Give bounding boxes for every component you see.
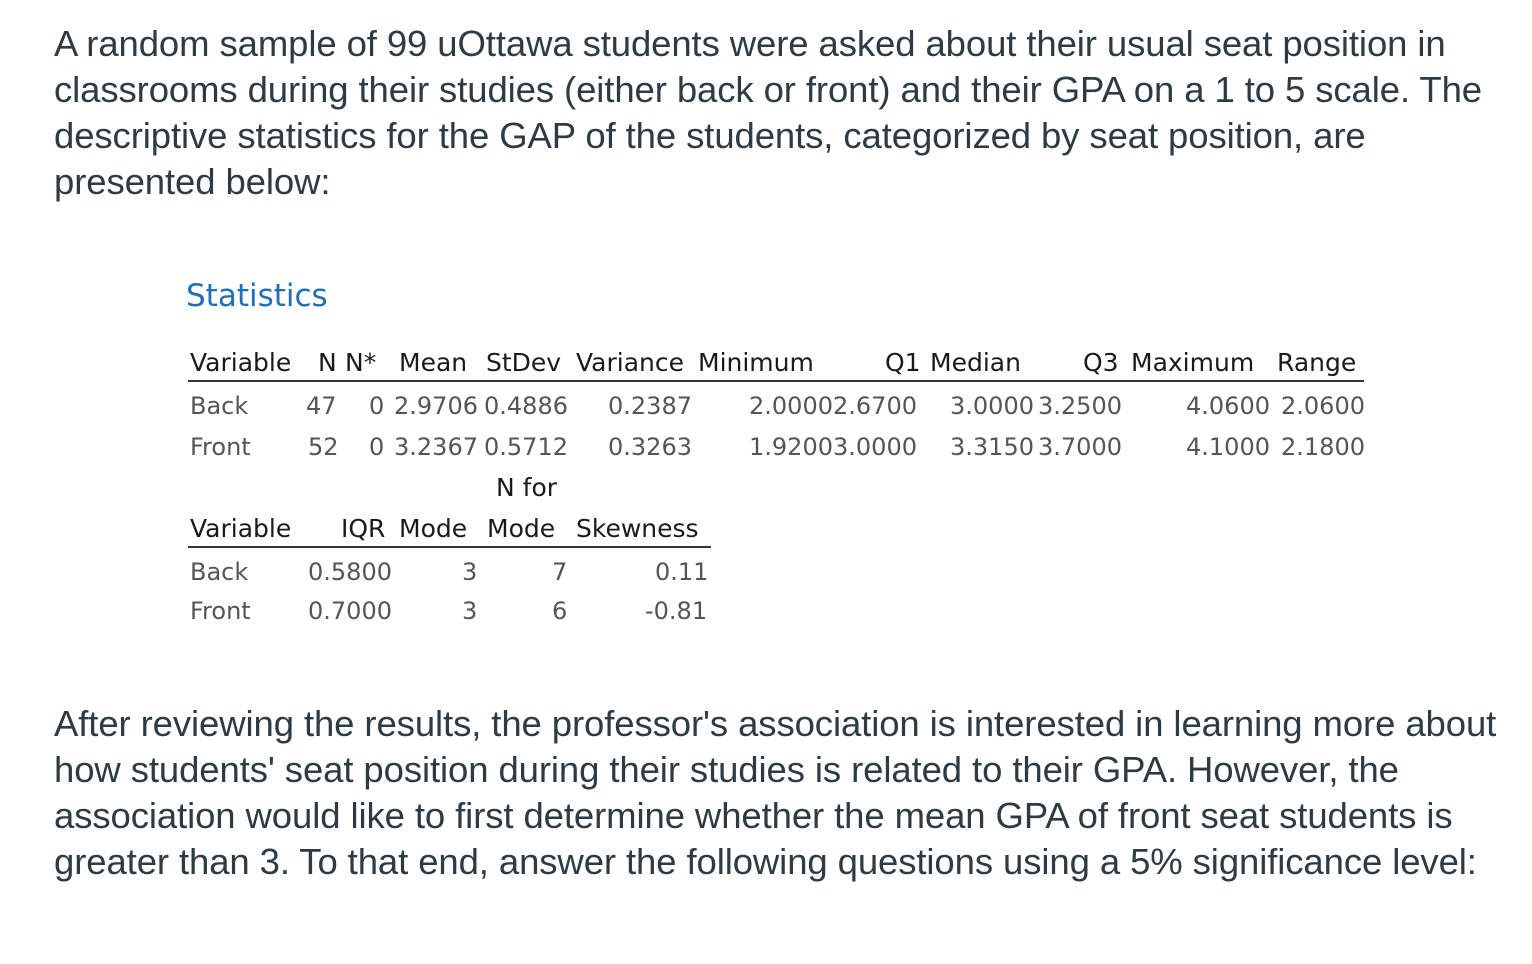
col-header-n-for: N for [496,473,558,502]
col-header-variable: Variable [190,514,292,543]
table-cell: 0.2387 [608,392,692,420]
table-cell: 0 [369,433,385,461]
intro-paragraph: A random sample of 99 uOttawa students were asked about their usual seat position in classrooms during their studies (either back or front) and their GPA on a 1 to 5 scale. The descriptive statistics for the GAP of the students, categorized by seat position, are presented below: [54,23,1482,202]
table-cell: 47 [306,392,337,420]
table-cell: 3.2367 [394,433,478,461]
outro-paragraph: After reviewing the results, the professor's association is interested in learning more about how students' seat position during their studies is related to their GPA. However, the association would like to first determine whether the mean GPA of front seat students is greater than 3. To that end, answer the following questions using a 5% significance level: [54,703,1497,882]
table-cell: 0.5712 [484,433,568,461]
table-cell: 0.5800 [308,558,392,586]
col-header-variance: Variance [576,348,684,377]
table-cell: Back [190,558,249,586]
col-header-q1: Q1 [885,348,921,377]
table-cell: 0.11 [655,558,709,586]
table-cell: 2.1800 [1281,433,1365,461]
table-cell: 3.2500 [1038,392,1122,420]
table-cell: 3.3150 [950,433,1034,461]
table-cell: 3 [462,558,478,586]
table-cell: Front [190,433,251,461]
col-header-minimum: Minimum [698,348,814,377]
table-cell: 3.0000 [833,433,917,461]
table-cell: 2.0000 [749,392,833,420]
col-header-n: N [318,348,337,377]
table-cell: 4.1000 [1186,433,1270,461]
col-header-stdev: StDev [486,348,562,377]
table-cell: Front [190,597,251,625]
header-rule [188,380,1364,382]
table-cell: 6 [552,597,568,625]
table-cell: 3.0000 [950,392,1034,420]
table-cell: 0.3263 [608,433,692,461]
table-cell: 4.0600 [1186,392,1270,420]
col-header-mean: Mean [399,348,468,377]
table-cell: 0.7000 [308,597,392,625]
table-cell: Back [190,392,249,420]
col-header-maximum: Maximum [1131,348,1255,377]
statistics-title: Statistics [186,278,328,314]
col-header-iqr: IQR [341,514,386,543]
col-header-mode: Mode [399,514,468,543]
col-header-skewness: Skewness [576,514,699,543]
table-cell: 2.6700 [833,392,917,420]
col-header-n-star: N* [345,348,377,377]
table-cell: 0 [369,392,385,420]
header-rule [188,546,711,548]
col-header-range: Range [1277,348,1357,377]
table-cell: 3.7000 [1038,433,1122,461]
col-header-variable: Variable [190,348,292,377]
table-cell: 3 [462,597,478,625]
table-cell: 7 [552,558,568,586]
table-cell: -0.81 [645,597,708,625]
col-header-n-for-mode: Mode [487,514,556,543]
table-cell: 0.4886 [484,392,568,420]
table-cell: 2.0600 [1281,392,1365,420]
table-cell: 1.9200 [749,433,833,461]
table-cell: 52 [308,433,339,461]
col-header-median: Median [930,348,1021,377]
table-cell: 2.9706 [394,392,478,420]
col-header-q3: Q3 [1083,348,1119,377]
